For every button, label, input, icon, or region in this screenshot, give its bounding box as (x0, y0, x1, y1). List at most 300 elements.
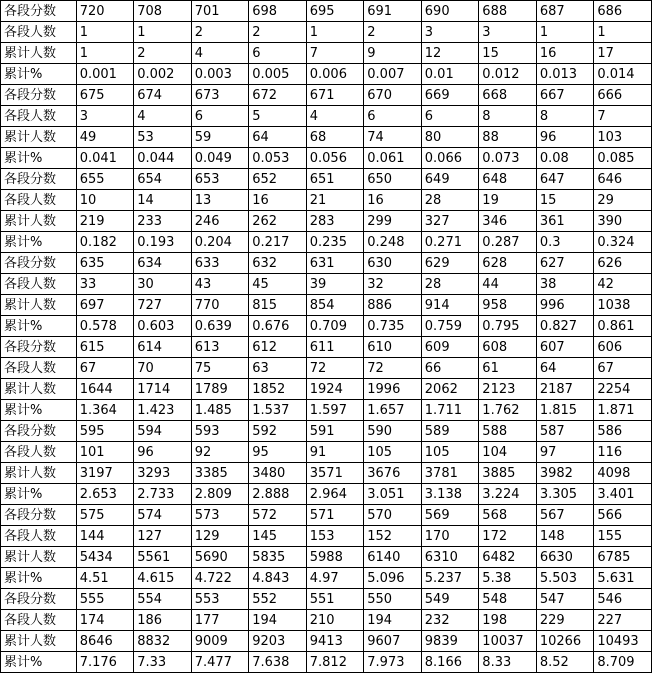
value-cell: 0.001 (76, 64, 134, 85)
value-cell: 0.041 (76, 148, 134, 169)
value-cell: 0.287 (479, 232, 537, 253)
row-label-cell: 各段分数 (1, 85, 77, 106)
value-cell: 4.722 (191, 568, 249, 589)
value-cell: 63 (249, 358, 307, 379)
value-cell: 80 (421, 127, 479, 148)
value-cell: 886 (364, 295, 422, 316)
value-cell: 155 (594, 526, 652, 547)
value-cell: 53 (134, 127, 192, 148)
value-cell: 690 (421, 1, 479, 22)
value-cell: 650 (364, 169, 422, 190)
value-cell: 3293 (134, 463, 192, 484)
value-cell: 651 (306, 169, 364, 190)
value-cell: 1 (134, 22, 192, 43)
value-cell: 567 (536, 505, 594, 526)
value-cell: 7.477 (191, 652, 249, 673)
value-cell: 0.759 (421, 316, 479, 337)
table-row (1, 127, 652, 148)
row-label-cell: 累计% (1, 652, 77, 673)
value-cell: 2 (364, 22, 422, 43)
value-cell: 573 (191, 505, 249, 526)
value-cell: 958 (479, 295, 537, 316)
value-cell: 0.795 (479, 316, 537, 337)
value-cell: 0.735 (364, 316, 422, 337)
value-cell: 629 (421, 253, 479, 274)
value-cell: 5835 (249, 547, 307, 568)
value-cell: 3 (76, 106, 134, 127)
value-cell: 194 (249, 610, 307, 631)
value-cell: 30 (134, 274, 192, 295)
value-cell: 10 (76, 190, 134, 211)
value-cell: 1038 (594, 295, 652, 316)
table-row (1, 43, 652, 64)
value-cell: 19 (479, 190, 537, 211)
table-row (1, 358, 652, 379)
value-cell: 3885 (479, 463, 537, 484)
value-cell: 6310 (421, 547, 479, 568)
table-row (1, 442, 652, 463)
value-cell: 7.812 (306, 652, 364, 673)
value-cell: 1 (306, 22, 364, 43)
value-cell: 720 (76, 1, 134, 22)
value-cell: 655 (76, 169, 134, 190)
value-cell: 67 (76, 358, 134, 379)
value-cell: 0.235 (306, 232, 364, 253)
value-cell: 152 (364, 526, 422, 547)
value-cell: 10037 (479, 631, 537, 652)
value-cell: 103 (594, 127, 652, 148)
value-cell: 0.053 (249, 148, 307, 169)
value-cell: 552 (249, 589, 307, 610)
value-cell: 3385 (191, 463, 249, 484)
value-cell: 675 (76, 85, 134, 106)
value-cell: 9413 (306, 631, 364, 652)
value-cell: 16 (364, 190, 422, 211)
value-cell: 32 (364, 274, 422, 295)
value-cell: 3.224 (479, 484, 537, 505)
value-cell: 5561 (134, 547, 192, 568)
value-cell: 648 (479, 169, 537, 190)
table-row (1, 337, 652, 358)
value-cell: 390 (594, 211, 652, 232)
value-cell: 550 (364, 589, 422, 610)
value-cell: 698 (249, 1, 307, 22)
value-cell: 4 (134, 106, 192, 127)
value-cell: 72 (364, 358, 422, 379)
value-cell: 2 (249, 22, 307, 43)
value-cell: 7.973 (364, 652, 422, 673)
value-cell: 283 (306, 211, 364, 232)
value-cell: 568 (479, 505, 537, 526)
value-cell: 1852 (249, 379, 307, 400)
value-cell: 627 (536, 253, 594, 274)
value-cell: 687 (536, 1, 594, 22)
value-cell: 697 (76, 295, 134, 316)
value-cell: 174 (76, 610, 134, 631)
table-row (1, 400, 652, 421)
value-cell: 0.014 (594, 64, 652, 85)
value-cell: 3.305 (536, 484, 594, 505)
value-cell: 3571 (306, 463, 364, 484)
value-cell: 854 (306, 295, 364, 316)
value-cell: 8646 (76, 631, 134, 652)
value-cell: 652 (249, 169, 307, 190)
row-label-cell: 各段分数 (1, 505, 77, 526)
value-cell: 0.003 (191, 64, 249, 85)
value-cell: 186 (134, 610, 192, 631)
value-cell: 6 (191, 106, 249, 127)
value-cell: 72 (306, 358, 364, 379)
value-cell: 7.638 (249, 652, 307, 673)
table-row (1, 610, 652, 631)
value-cell: 553 (191, 589, 249, 610)
value-cell: 591 (306, 421, 364, 442)
value-cell: 144 (76, 526, 134, 547)
value-cell: 38 (536, 274, 594, 295)
value-cell: 233 (134, 211, 192, 232)
value-cell: 4.615 (134, 568, 192, 589)
value-cell: 12 (421, 43, 479, 64)
row-label-cell: 累计% (1, 484, 77, 505)
value-cell: 1644 (76, 379, 134, 400)
value-cell: 669 (421, 85, 479, 106)
table-row (1, 232, 652, 253)
value-cell: 0.006 (306, 64, 364, 85)
value-cell: 586 (594, 421, 652, 442)
value-cell: 2.964 (306, 484, 364, 505)
value-cell: 670 (364, 85, 422, 106)
row-label-cell: 各段分数 (1, 589, 77, 610)
value-cell: 229 (536, 610, 594, 631)
value-cell: 91 (306, 442, 364, 463)
value-cell: 570 (364, 505, 422, 526)
value-cell: 4.51 (76, 568, 134, 589)
value-cell: 0.044 (134, 148, 192, 169)
value-cell: 0.3 (536, 232, 594, 253)
value-cell: 0.639 (191, 316, 249, 337)
value-cell: 587 (536, 421, 594, 442)
row-label-cell: 累计% (1, 148, 77, 169)
value-cell: 672 (249, 85, 307, 106)
row-label-cell: 各段人数 (1, 526, 77, 547)
value-cell: 16 (536, 43, 594, 64)
value-cell: 566 (594, 505, 652, 526)
value-cell: 4.843 (249, 568, 307, 589)
value-cell: 177 (191, 610, 249, 631)
row-label-cell: 各段人数 (1, 106, 77, 127)
row-label-cell: 累计人数 (1, 211, 77, 232)
value-cell: 5988 (306, 547, 364, 568)
row-label-cell: 各段分数 (1, 169, 77, 190)
value-cell: 630 (364, 253, 422, 274)
value-cell: 654 (134, 169, 192, 190)
value-cell: 554 (134, 589, 192, 610)
value-cell: 1.711 (421, 400, 479, 421)
value-cell: 33 (76, 274, 134, 295)
value-cell: 129 (191, 526, 249, 547)
value-cell: 0.007 (364, 64, 422, 85)
value-cell: 6785 (594, 547, 652, 568)
value-cell: 29 (594, 190, 652, 211)
value-cell: 549 (421, 589, 479, 610)
value-cell: 5.38 (479, 568, 537, 589)
value-cell: 45 (249, 274, 307, 295)
value-cell: 0.002 (134, 64, 192, 85)
table-row (1, 274, 652, 295)
value-cell: 2.888 (249, 484, 307, 505)
value-cell: 0.073 (479, 148, 537, 169)
table-row (1, 211, 652, 232)
row-label-cell: 各段人数 (1, 190, 77, 211)
value-cell: 4.97 (306, 568, 364, 589)
value-cell: 668 (479, 85, 537, 106)
value-cell: 594 (134, 421, 192, 442)
row-label-cell: 累计人数 (1, 43, 77, 64)
row-label-cell: 各段人数 (1, 22, 77, 43)
value-cell: 116 (594, 442, 652, 463)
value-cell: 0.193 (134, 232, 192, 253)
table-row (1, 421, 652, 442)
value-cell: 666 (594, 85, 652, 106)
row-label-cell: 各段分数 (1, 253, 77, 274)
value-cell: 686 (594, 1, 652, 22)
value-cell: 595 (76, 421, 134, 442)
value-cell: 708 (134, 1, 192, 22)
value-cell: 588 (479, 421, 537, 442)
value-cell: 2 (134, 43, 192, 64)
value-cell: 4 (191, 43, 249, 64)
value-cell: 0.182 (76, 232, 134, 253)
value-cell: 701 (191, 1, 249, 22)
value-cell: 104 (479, 442, 537, 463)
value-cell: 1.364 (76, 400, 134, 421)
row-label-cell: 累计% (1, 232, 77, 253)
value-cell: 10493 (594, 631, 652, 652)
value-cell: 0.603 (134, 316, 192, 337)
value-cell: 1 (76, 43, 134, 64)
value-cell: 88 (479, 127, 537, 148)
row-label-cell: 累计人数 (1, 547, 77, 568)
value-cell: 2254 (594, 379, 652, 400)
row-label-cell: 各段人数 (1, 442, 77, 463)
value-cell: 3.401 (594, 484, 652, 505)
value-cell: 44 (479, 274, 537, 295)
value-cell: 66 (421, 358, 479, 379)
row-label-cell: 累计人数 (1, 463, 77, 484)
value-cell: 3 (479, 22, 537, 43)
value-cell: 101 (76, 442, 134, 463)
table-row (1, 106, 652, 127)
value-cell: 6482 (479, 547, 537, 568)
value-cell: 1714 (134, 379, 192, 400)
value-cell: 299 (364, 211, 422, 232)
value-cell: 633 (191, 253, 249, 274)
value-cell: 8.166 (421, 652, 479, 673)
value-cell: 631 (306, 253, 364, 274)
value-cell: 1.537 (249, 400, 307, 421)
value-cell: 153 (306, 526, 364, 547)
value-cell: 0.676 (249, 316, 307, 337)
value-cell: 75 (191, 358, 249, 379)
value-cell: 16 (249, 190, 307, 211)
value-cell: 59 (191, 127, 249, 148)
value-cell: 361 (536, 211, 594, 232)
value-cell: 632 (249, 253, 307, 274)
value-cell: 1 (594, 22, 652, 43)
value-cell: 555 (76, 589, 134, 610)
value-cell: 8 (536, 106, 594, 127)
value-cell: 647 (536, 169, 594, 190)
value-cell: 612 (249, 337, 307, 358)
value-cell: 5434 (76, 547, 134, 568)
row-label-cell: 各段人数 (1, 274, 77, 295)
value-cell: 64 (249, 127, 307, 148)
value-cell: 9 (364, 43, 422, 64)
value-cell: 0.578 (76, 316, 134, 337)
table-row (1, 547, 652, 568)
value-cell: 626 (594, 253, 652, 274)
value-cell: 346 (479, 211, 537, 232)
value-cell: 674 (134, 85, 192, 106)
value-cell: 96 (536, 127, 594, 148)
value-cell: 2 (191, 22, 249, 43)
value-cell: 105 (421, 442, 479, 463)
table-row (1, 169, 652, 190)
value-cell: 667 (536, 85, 594, 106)
value-cell: 3676 (364, 463, 422, 484)
value-cell: 611 (306, 337, 364, 358)
value-cell: 327 (421, 211, 479, 232)
row-label-cell: 累计% (1, 400, 77, 421)
value-cell: 5.237 (421, 568, 479, 589)
row-label-cell: 各段人数 (1, 610, 77, 631)
value-cell: 589 (421, 421, 479, 442)
value-cell: 3.138 (421, 484, 479, 505)
row-label-cell: 累计人数 (1, 127, 77, 148)
value-cell: 8.709 (594, 652, 652, 673)
value-cell: 1.815 (536, 400, 594, 421)
value-cell: 592 (249, 421, 307, 442)
value-cell: 3.051 (364, 484, 422, 505)
value-cell: 0.204 (191, 232, 249, 253)
value-cell: 6 (249, 43, 307, 64)
value-cell: 1.762 (479, 400, 537, 421)
value-cell: 571 (306, 505, 364, 526)
value-cell: 210 (306, 610, 364, 631)
value-cell: 5.096 (364, 568, 422, 589)
row-label-cell: 累计% (1, 64, 77, 85)
value-cell: 9839 (421, 631, 479, 652)
value-cell: 1.597 (306, 400, 364, 421)
value-cell: 14 (134, 190, 192, 211)
value-cell: 1.871 (594, 400, 652, 421)
value-cell: 614 (134, 337, 192, 358)
value-cell: 770 (191, 295, 249, 316)
value-cell: 569 (421, 505, 479, 526)
value-cell: 8.52 (536, 652, 594, 673)
table-row (1, 652, 652, 673)
value-cell: 170 (421, 526, 479, 547)
value-cell: 7.176 (76, 652, 134, 673)
value-cell: 13 (191, 190, 249, 211)
value-cell: 1 (76, 22, 134, 43)
value-cell: 148 (536, 526, 594, 547)
value-cell: 673 (191, 85, 249, 106)
value-cell: 43 (191, 274, 249, 295)
value-cell: 2187 (536, 379, 594, 400)
table-row (1, 379, 652, 400)
value-cell: 0.248 (364, 232, 422, 253)
value-cell: 7 (594, 106, 652, 127)
value-cell: 548 (479, 589, 537, 610)
value-cell: 3197 (76, 463, 134, 484)
table-row (1, 484, 652, 505)
value-cell: 547 (536, 589, 594, 610)
value-cell: 68 (306, 127, 364, 148)
table-row (1, 1, 652, 22)
value-cell: 574 (134, 505, 192, 526)
row-label-cell: 各段分数 (1, 421, 77, 442)
value-cell: 0.056 (306, 148, 364, 169)
table-row (1, 631, 652, 652)
value-cell: 64 (536, 358, 594, 379)
value-cell: 6630 (536, 547, 594, 568)
value-cell: 7 (306, 43, 364, 64)
table-body (1, 1, 652, 673)
value-cell: 15 (536, 190, 594, 211)
value-cell: 74 (364, 127, 422, 148)
value-cell: 1996 (364, 379, 422, 400)
value-cell: 608 (479, 337, 537, 358)
value-cell: 0.085 (594, 148, 652, 169)
row-label-cell: 累计人数 (1, 295, 77, 316)
value-cell: 145 (249, 526, 307, 547)
value-cell: 2.653 (76, 484, 134, 505)
table-row (1, 463, 652, 484)
value-cell: 49 (76, 127, 134, 148)
value-cell: 28 (421, 190, 479, 211)
value-cell: 172 (479, 526, 537, 547)
table-row (1, 64, 652, 85)
value-cell: 246 (191, 211, 249, 232)
value-cell: 4098 (594, 463, 652, 484)
value-cell: 610 (364, 337, 422, 358)
value-cell: 634 (134, 253, 192, 274)
value-cell: 219 (76, 211, 134, 232)
value-cell: 97 (536, 442, 594, 463)
value-cell: 9607 (364, 631, 422, 652)
value-cell: 21 (306, 190, 364, 211)
value-cell: 590 (364, 421, 422, 442)
value-cell: 615 (76, 337, 134, 358)
value-cell: 262 (249, 211, 307, 232)
value-cell: 3480 (249, 463, 307, 484)
value-cell: 6 (421, 106, 479, 127)
value-cell: 0.08 (536, 148, 594, 169)
value-cell: 546 (594, 589, 652, 610)
value-cell: 2062 (421, 379, 479, 400)
value-cell: 572 (249, 505, 307, 526)
value-cell: 61 (479, 358, 537, 379)
table-row (1, 85, 652, 106)
value-cell: 96 (134, 442, 192, 463)
value-cell: 695 (306, 1, 364, 22)
value-cell: 914 (421, 295, 479, 316)
value-cell: 232 (421, 610, 479, 631)
value-cell: 0.271 (421, 232, 479, 253)
value-cell: 671 (306, 85, 364, 106)
value-cell: 2.733 (134, 484, 192, 505)
